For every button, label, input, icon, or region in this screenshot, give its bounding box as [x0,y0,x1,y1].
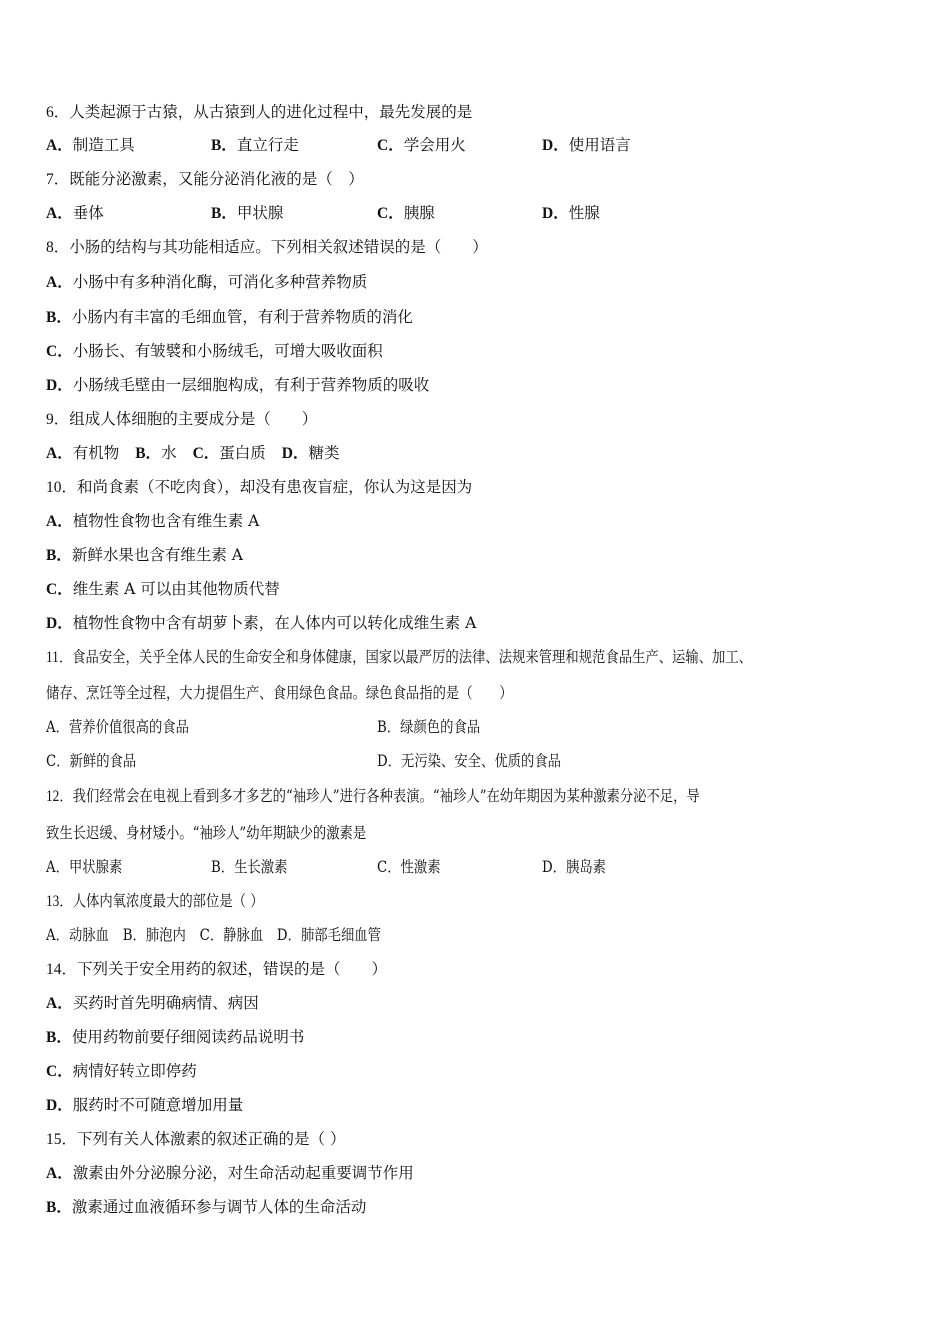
question-text: 我们经常会在电视上看到多才多艺的“袖珍人”进行各种表演。“袖珍人”在幼年期因为某种激素分泌不足，导 [72,787,700,805]
question-number: 12． [46,788,73,805]
option-text: 新鲜水果也含有维生素 A [71,546,243,564]
question-number: 7． [46,171,70,188]
option-text: 绿颜色的食品 [400,718,481,736]
option-text: 小肠内有丰富的毛细血管，有利于营养物质的消化 [71,308,413,326]
question-11-stem-line1 [46,647,752,667]
question-10-option-c [46,579,280,599]
option-label: D． [542,205,569,222]
question-number: 15． [46,1131,78,1148]
option-label: B． [211,205,237,222]
question-15-option-b [46,1197,366,1217]
option-d [542,857,606,877]
question-14-option-c [46,1061,197,1081]
option-label: A． [46,445,73,462]
question-number: 9． [46,411,70,428]
option-label: D． [276,926,301,944]
option-c [193,444,266,462]
option-a [46,135,135,156]
option-label: D． [281,445,309,462]
option-text: 使用药物前要仔细阅读药品说明书 [71,1028,305,1046]
option-text: 胰岛素 [566,858,607,876]
option-text: 生长激素 [234,858,288,876]
option-text: 肺泡内 [145,926,186,944]
question-11-options-row2 [46,751,926,771]
question-13-stem [46,891,264,911]
question-14-option-a [46,993,259,1013]
option-text: 蛋白质 [219,444,266,462]
question-13-options [46,925,381,945]
option-label: A． [46,274,73,291]
question-6-options [46,135,926,155]
option-text: 服药时不可随意增加用量 [72,1096,244,1114]
question-14-stem [46,959,387,979]
option-label: C． [46,752,70,770]
option-label: C． [46,343,73,360]
option-text: 使用语言 [568,136,631,154]
option-label: C． [46,581,73,598]
option-a [46,444,119,462]
option-d [542,203,600,224]
question-number: 10． [46,479,78,496]
option-text: 新鲜的食品 [69,752,137,770]
question-number: 11． [46,649,73,666]
question-number: 14． [46,961,78,978]
option-text: 小肠长、有皱襞和小肠绒毛，可增大吸收面积 [72,342,383,360]
option-text: 植物性食物也含有维生素 A [72,512,260,530]
question-text: 下列关于安全用药的叙述，错误的是（ ） [77,960,388,978]
option-text: 买药时首先明确病情、病因 [72,994,259,1012]
option-label: B． [122,926,146,944]
option-label: B． [46,309,72,326]
option-a [46,717,189,737]
question-8-option-b [46,307,413,327]
option-label: D． [46,1097,73,1114]
option-text: 垂体 [72,204,104,222]
option-text: 甲状腺 [236,204,284,222]
option-label: C． [377,205,404,222]
question-8-option-d [46,375,429,395]
option-label: B． [211,858,235,876]
option-label: D． [542,858,567,876]
option-text: 维生素 A 可以由其他物质代替 [72,580,280,598]
option-label: C． [377,137,404,154]
question-number: 8． [46,239,70,256]
question-8-option-c [46,341,383,361]
option-text: 糖类 [308,444,340,462]
option-label: A． [46,858,69,876]
option-text: 有机物 [72,444,120,462]
option-label: A． [46,718,69,736]
option-text: 制造工具 [72,136,135,154]
question-6-stem [46,102,472,122]
option-label: C． [192,445,220,462]
option-label: D． [542,137,569,154]
option-label: B． [377,718,401,736]
option-b [211,135,299,156]
option-label: B． [46,1029,72,1046]
option-b [211,857,287,877]
question-text: 下列有关人体激素的叙述正确的是（ ） [77,1130,346,1148]
question-12-stem-line1 [46,786,700,806]
option-b [211,203,283,224]
question-text: 和尚食素（不吃肉食），却没有患夜盲症，你认为这是因为 [77,478,473,496]
question-10-stem [46,477,472,497]
question-text: 食品安全，关乎全体人民的生命安全和身体健康，国家以最严厉的法律、法规来管理和规范食品生产、运输、加工、 [72,648,753,666]
question-text: 储存、烹饪等全过程，大力提倡生产、食用绿色食品。绿色食品指的是（ ） [46,684,513,702]
option-a [46,926,109,944]
option-c [377,203,435,224]
question-text: 小肠的结构与其功能相适应。下列相关叙述错误的是（ ） [69,238,488,256]
question-11-options-row1 [46,717,926,737]
option-text: 无污染、安全、优质的食品 [401,752,561,770]
option-text: 病情好转立即停药 [72,1062,197,1080]
option-d [277,926,381,944]
option-text: 营养价值很高的食品 [68,718,189,736]
question-15-option-a [46,1163,414,1183]
question-10-option-a [46,511,259,531]
option-d [282,444,340,462]
question-8-stem [46,237,488,257]
question-text: 人类起源于古猿，从古猿到人的进化过程中，最先发展的是 [69,103,473,121]
option-d [542,135,631,156]
question-10-option-b [46,545,243,565]
option-label: B． [46,547,72,564]
question-7-options [46,203,926,223]
question-text: 致生长迟缓、身材矮小。“袖珍人”幼年期缺少的激素是 [46,824,367,842]
option-label: C． [199,926,224,944]
question-15-stem [46,1129,345,1149]
option-a [46,857,122,877]
option-label: D． [46,377,73,394]
option-c [200,926,264,944]
option-text: 植物性食物中含有胡萝卜素，在人体内可以转化成维生素 A [72,614,477,632]
option-text: 小肠中有多种消化酶，可消化多种营养物质 [72,273,368,291]
option-label: A． [46,1165,73,1182]
option-text: 甲状腺素 [68,858,123,876]
option-c [46,751,136,771]
question-7-stem [46,169,364,189]
option-label: B． [135,445,162,462]
option-label: D． [377,752,402,770]
option-text: 动脉血 [68,926,109,944]
option-text: 性激素 [400,858,441,876]
question-14-option-d [46,1095,243,1115]
option-c [377,135,466,156]
option-b [135,444,176,462]
question-text: 既能分泌激素，又能分泌消化液的是（ ） [69,170,364,188]
question-number: 13． [46,893,73,910]
question-10-option-d [46,613,476,633]
option-label: C． [377,858,401,876]
option-c [377,857,441,877]
option-text: 肺部毛细血管 [300,926,381,944]
option-label: B． [211,137,237,154]
option-label: C． [46,1063,73,1080]
option-a [46,203,104,224]
option-text: 直立行走 [236,136,299,154]
option-label: A． [46,137,73,154]
question-14-option-b [46,1027,304,1047]
option-text: 小肠绒毛壁由一层细胞构成，有利于营养物质的吸收 [72,376,430,394]
question-text: 组成人体细胞的主要成分是（ ） [69,410,318,428]
question-number: 6． [46,104,70,121]
question-12-stem-line2 [46,823,366,843]
option-text: 静脉血 [223,926,264,944]
option-label: B． [46,1199,72,1216]
question-9-options [46,443,340,463]
option-label: D． [46,615,73,632]
question-12-options [46,857,926,877]
question-text: 人体内氧浓度最大的部位是（ ） [72,892,264,910]
option-d [377,751,561,771]
option-b [123,926,186,944]
option-label: A． [46,995,73,1012]
question-8-option-a [46,272,367,292]
option-b [377,717,480,737]
option-text: 学会用火 [403,136,466,154]
option-label: A． [46,513,73,530]
question-11-stem-line2 [46,683,513,703]
option-text: 激素通过血液循环参与调节人体的生命活动 [71,1198,367,1216]
question-9-stem [46,409,317,429]
option-label: A． [46,205,73,222]
option-label: A． [46,926,69,944]
option-text: 性腺 [568,204,600,222]
option-text: 水 [161,444,177,462]
option-text: 激素由外分泌腺分泌，对生命活动起重要调节作用 [72,1164,414,1182]
option-text: 胰腺 [403,204,435,222]
